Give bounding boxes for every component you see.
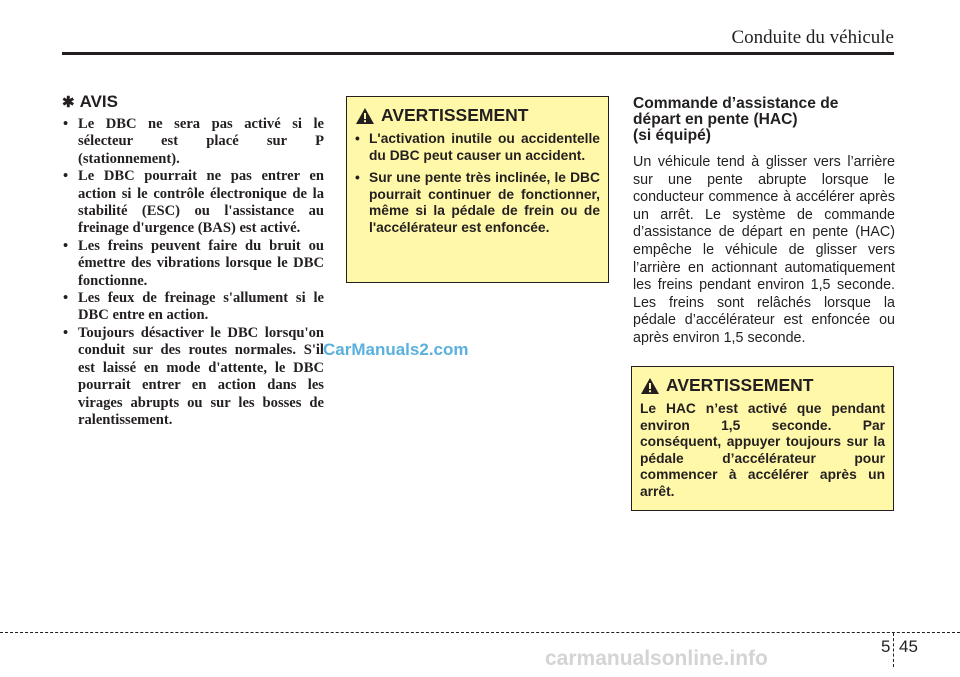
footer-watermark[interactable]: carmanualsonline.info [545, 647, 768, 670]
page-number-divider [893, 633, 894, 667]
avis-item: • Toujours désactiver le DBC lorsqu'on conduit sur des routes normales. S'il est laissé en mode d'attente, le DBC pourrait entrer en action dans les virages abrupts ou sur les bosses de ralentissement. [62, 325, 324, 429]
dbc-warning-title-label: AVERTISSEMENT [381, 105, 529, 125]
warning-triangle-icon [355, 107, 375, 125]
page-number: 45 [899, 637, 918, 656]
watermark-link[interactable]: CarManuals2.com [323, 340, 469, 359]
avis-item: • Le DBC pourrait ne pas entrer en action si le contrôle électronique de la stabilité (ESC) ou l'assistance au freinage d'urgence (BAS) est activé. [62, 168, 324, 238]
hac-heading-line: (si équipé) [633, 127, 711, 144]
avis-item: • Les feux de freinage s'allument si le DBC entre en action. [62, 290, 324, 325]
dbc-warning-item: • L'activation inutile ou accidentelle du DBC peut causer un accident. [355, 131, 600, 164]
avis-section [62, 92, 324, 429]
dbc-warning-box [346, 96, 609, 283]
section-title: Conduite du véhicule [731, 27, 894, 48]
chapter-number: 5 [881, 637, 891, 656]
avis-heading [62, 92, 324, 112]
header-rule [62, 52, 894, 55]
hac-warning-box [631, 366, 894, 511]
hac-warning-title [640, 375, 885, 396]
dbc-warning-title [355, 105, 600, 126]
star-icon: ✱ [62, 94, 75, 111]
dbc-warning-item: • Sur une pente très inclinée, le DBC pourrait continuer de fonctionner, même si la pédale de frein ou de l'accélérateur est enfoncée. [355, 170, 600, 236]
hac-body: Un véhicule tend à glisser vers l’arrière sur une pente abrupte lorsque le conducteur commence à accélérer après un arrêt. Le système de commande d’assistance de départ en pente (HAC) empêche le véhicule de glisser vers l’arrière en actionnant automatiquement les freins pendant environ 1,5 seconde. Les freins sont relâchés lorsque la pédale d’accélérateur est enfoncée ou après environ 1,5 seconde. [633, 154, 895, 346]
hac-heading-line: Commande d’assistance de [633, 95, 839, 112]
avis-item: • Le DBC ne sera pas activé si le sélecteur est placé sur P (stationnement). [62, 116, 324, 168]
warning-triangle-icon [640, 377, 660, 395]
hac-heading-line: départ en pente (HAC) [633, 111, 798, 128]
hac-heading [633, 96, 895, 144]
hac-section [633, 96, 895, 348]
dbc-warning-list [355, 131, 600, 237]
avis-item: • Les freins peuvent faire du bruit ou émettre des vibrations lorsque le DBC fonctionne. [62, 238, 324, 290]
avis-heading-label: AVIS [79, 92, 118, 111]
hac-warning-title-label: AVERTISSEMENT [666, 375, 814, 395]
hac-warning-text: Le HAC n’est activé que pendant environ 1,5 seconde. Par conséquent, appuyer toujours sur la pédale d’accélérateur pour commencer à accélérer après un arrêt. [640, 401, 885, 499]
avis-list [62, 116, 324, 429]
footer-rule [0, 632, 960, 633]
